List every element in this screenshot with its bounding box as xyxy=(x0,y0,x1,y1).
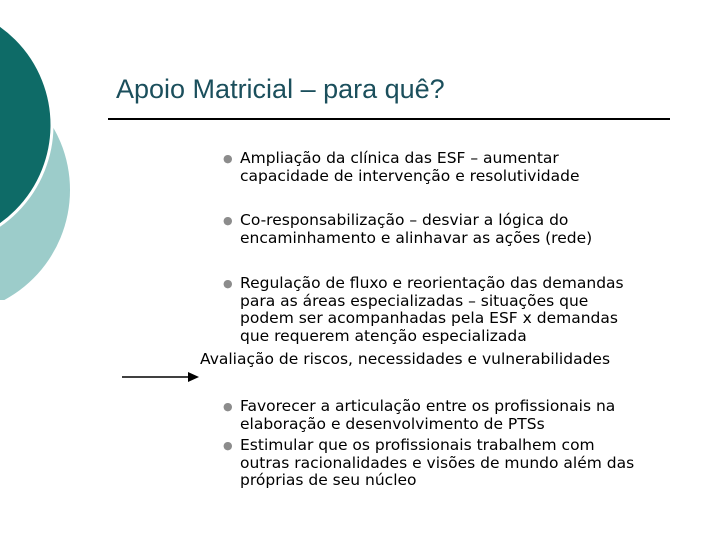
bullet-icon: ● xyxy=(223,277,233,290)
bullet-line: capacidade de intervenção e resolutividade xyxy=(240,166,580,185)
bullet-icon: ● xyxy=(223,152,233,165)
bullet-line: encaminhamento e alinhavar as ações (rede) xyxy=(240,228,593,247)
bullet-line: próprias de seu núcleo xyxy=(240,471,417,489)
bullet-line: Estimular que os profissionais trabalhem com xyxy=(240,436,595,454)
bullet-line: para as áreas especializadas – situações que xyxy=(240,291,589,310)
bullet-regulacao xyxy=(223,274,700,345)
bullet-line: Favorecer a articulação entre os profissionais na xyxy=(240,397,616,415)
bullet-line: Ampliação da clínica das ESF – aumentar xyxy=(240,149,559,167)
bullet-estimular xyxy=(223,436,700,490)
bullet-icon: ● xyxy=(223,400,233,413)
right-arrow-icon xyxy=(120,369,200,385)
slide-title: Apoio Matricial – para quê? xyxy=(116,74,445,104)
title-divider xyxy=(108,118,670,120)
risk-assessment-line: Avaliação de riscos, necessidades e vulnerabilidades xyxy=(200,350,611,368)
bullet-line: que requerem atenção especializada xyxy=(240,326,527,345)
bullet-icon: ● xyxy=(223,214,233,227)
bullet-line: outras racionalidades e visões de mundo além das xyxy=(240,453,635,472)
bullet-icon: ● xyxy=(223,439,233,452)
bullet-line: podem ser acompanhadas pela ESF x demandas xyxy=(240,309,618,327)
bullet-line: elaboração e desenvolvimento de PTSs xyxy=(240,414,545,433)
bullet-line: Co-responsabilização – desviar a lógica do xyxy=(240,211,569,229)
bullet-ampliacao xyxy=(223,149,700,185)
bullet-coresponsabilizacao xyxy=(223,211,700,247)
bullet-favorecer xyxy=(223,397,700,433)
decorative-circles xyxy=(0,0,120,300)
bullet-line: Regulação de fluxo e reorientação das demandas xyxy=(240,274,624,292)
